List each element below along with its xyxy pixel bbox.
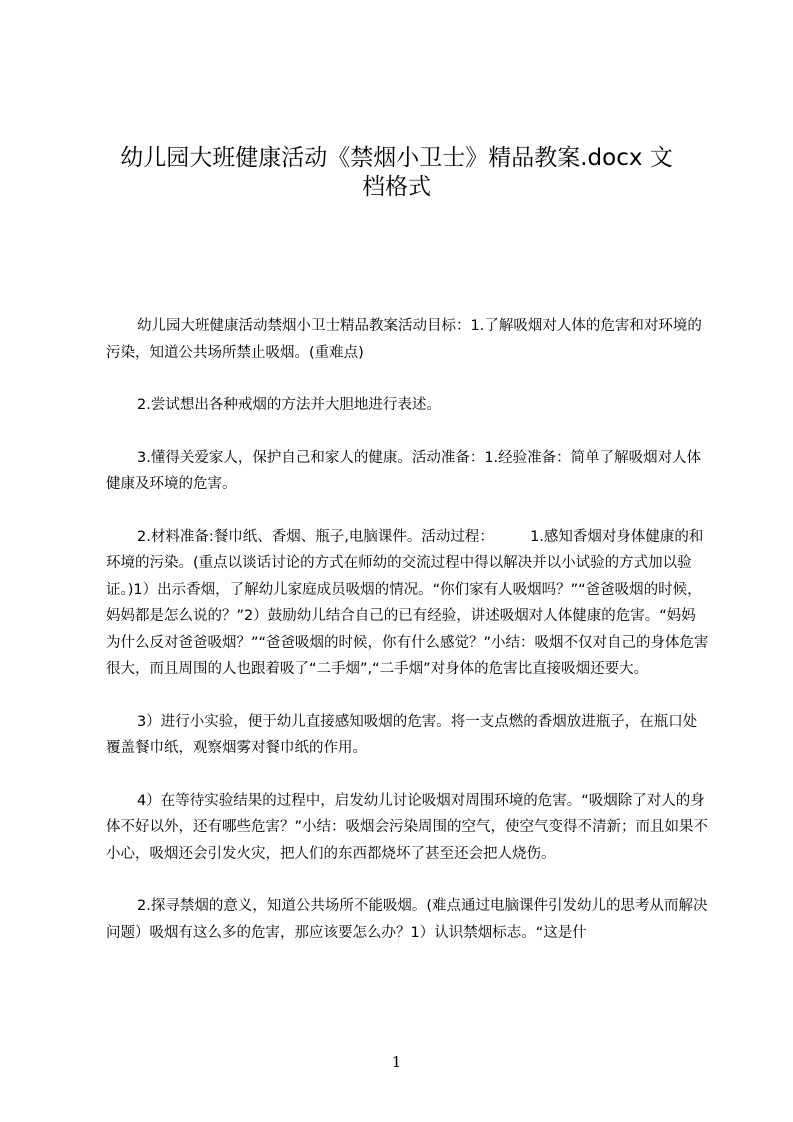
paragraph-1: 幼儿园大班健康活动禁烟小卫士精品教案活动目标：1.了解吸烟对人体的危害和对环境的污染，知道公共场所禁止吸烟。(重难点) [106,318,702,361]
paragraph-3: 3.懂得关爱家人，保护自己和家人的健康。活动准备：1.经验准备：简单了解吸烟对人体健康及环境的危害。 [106,449,702,492]
paragraph-2: 2.尝试想出各种戒烟的方法并大胆地进行表述。 [137,397,441,413]
title-line-2: 档格式 [362,174,431,200]
paragraph-5: 3）进行小实验，便于幼儿直接感知吸烟的危害。将一支点燃的香烟放进瓶子，在瓶口处覆盖餐巾纸，观察烟雾对餐巾纸的作用。 [106,713,698,756]
paragraph-6: 4）在等待实验结果的过程中，启发幼儿讨论吸烟对周围环境的危害。“吸烟除了对人的身体不好以外，还有哪些危害？”小结：吸烟会污染周围的空气，使空气变得不清新；而且如果不小心，吸烟还会引发火灾，把人们的东西都烧坏了甚至还会把人烧伤。 [106,792,709,862]
title-line-1: 幼儿园大班健康活动《禁烟小卫士》精品教案.docx 文 [120,145,673,171]
document-title [100,144,693,202]
paragraph-7: 2.探寻禁烟的意义，知道公共场所不能吸烟。(难点通过电脑课件引发幼儿的思考从而解决问题）吸烟有这么多的危害，那应该要怎么办？1）认识禁烟标志。“这是什 [106,898,708,941]
page-number: 1 [391,1053,402,1071]
paragraph-4: 2.材料准备:餐巾纸、香烟、瓶子,电脑课件。活动过程： 1.感知香烟对身体健康的和环境的污染。(重点以谈话讨论的方式在师幼的交流过程中得以解决并以小试验的方式加以验证。)1）出示香烟，了解幼儿家庭成员吸烟的情况。“你们家有人吸烟吗？”“爸爸吸烟的时候，妈妈都是怎么说的？”2）鼓励幼儿结合自己的已有经验，讲述吸烟对人体健康的危害。“妈妈为什么反对爸爸吸烟？”“爸爸吸烟的时候，你有什么感觉？”小结：吸烟不仅对自己的身体危害很大，而且周围的人也跟着吸了“二手烟”,“二手烟”对身体的危害比直接吸烟还要大。 [106,528,709,677]
document-body [106,313,710,972]
